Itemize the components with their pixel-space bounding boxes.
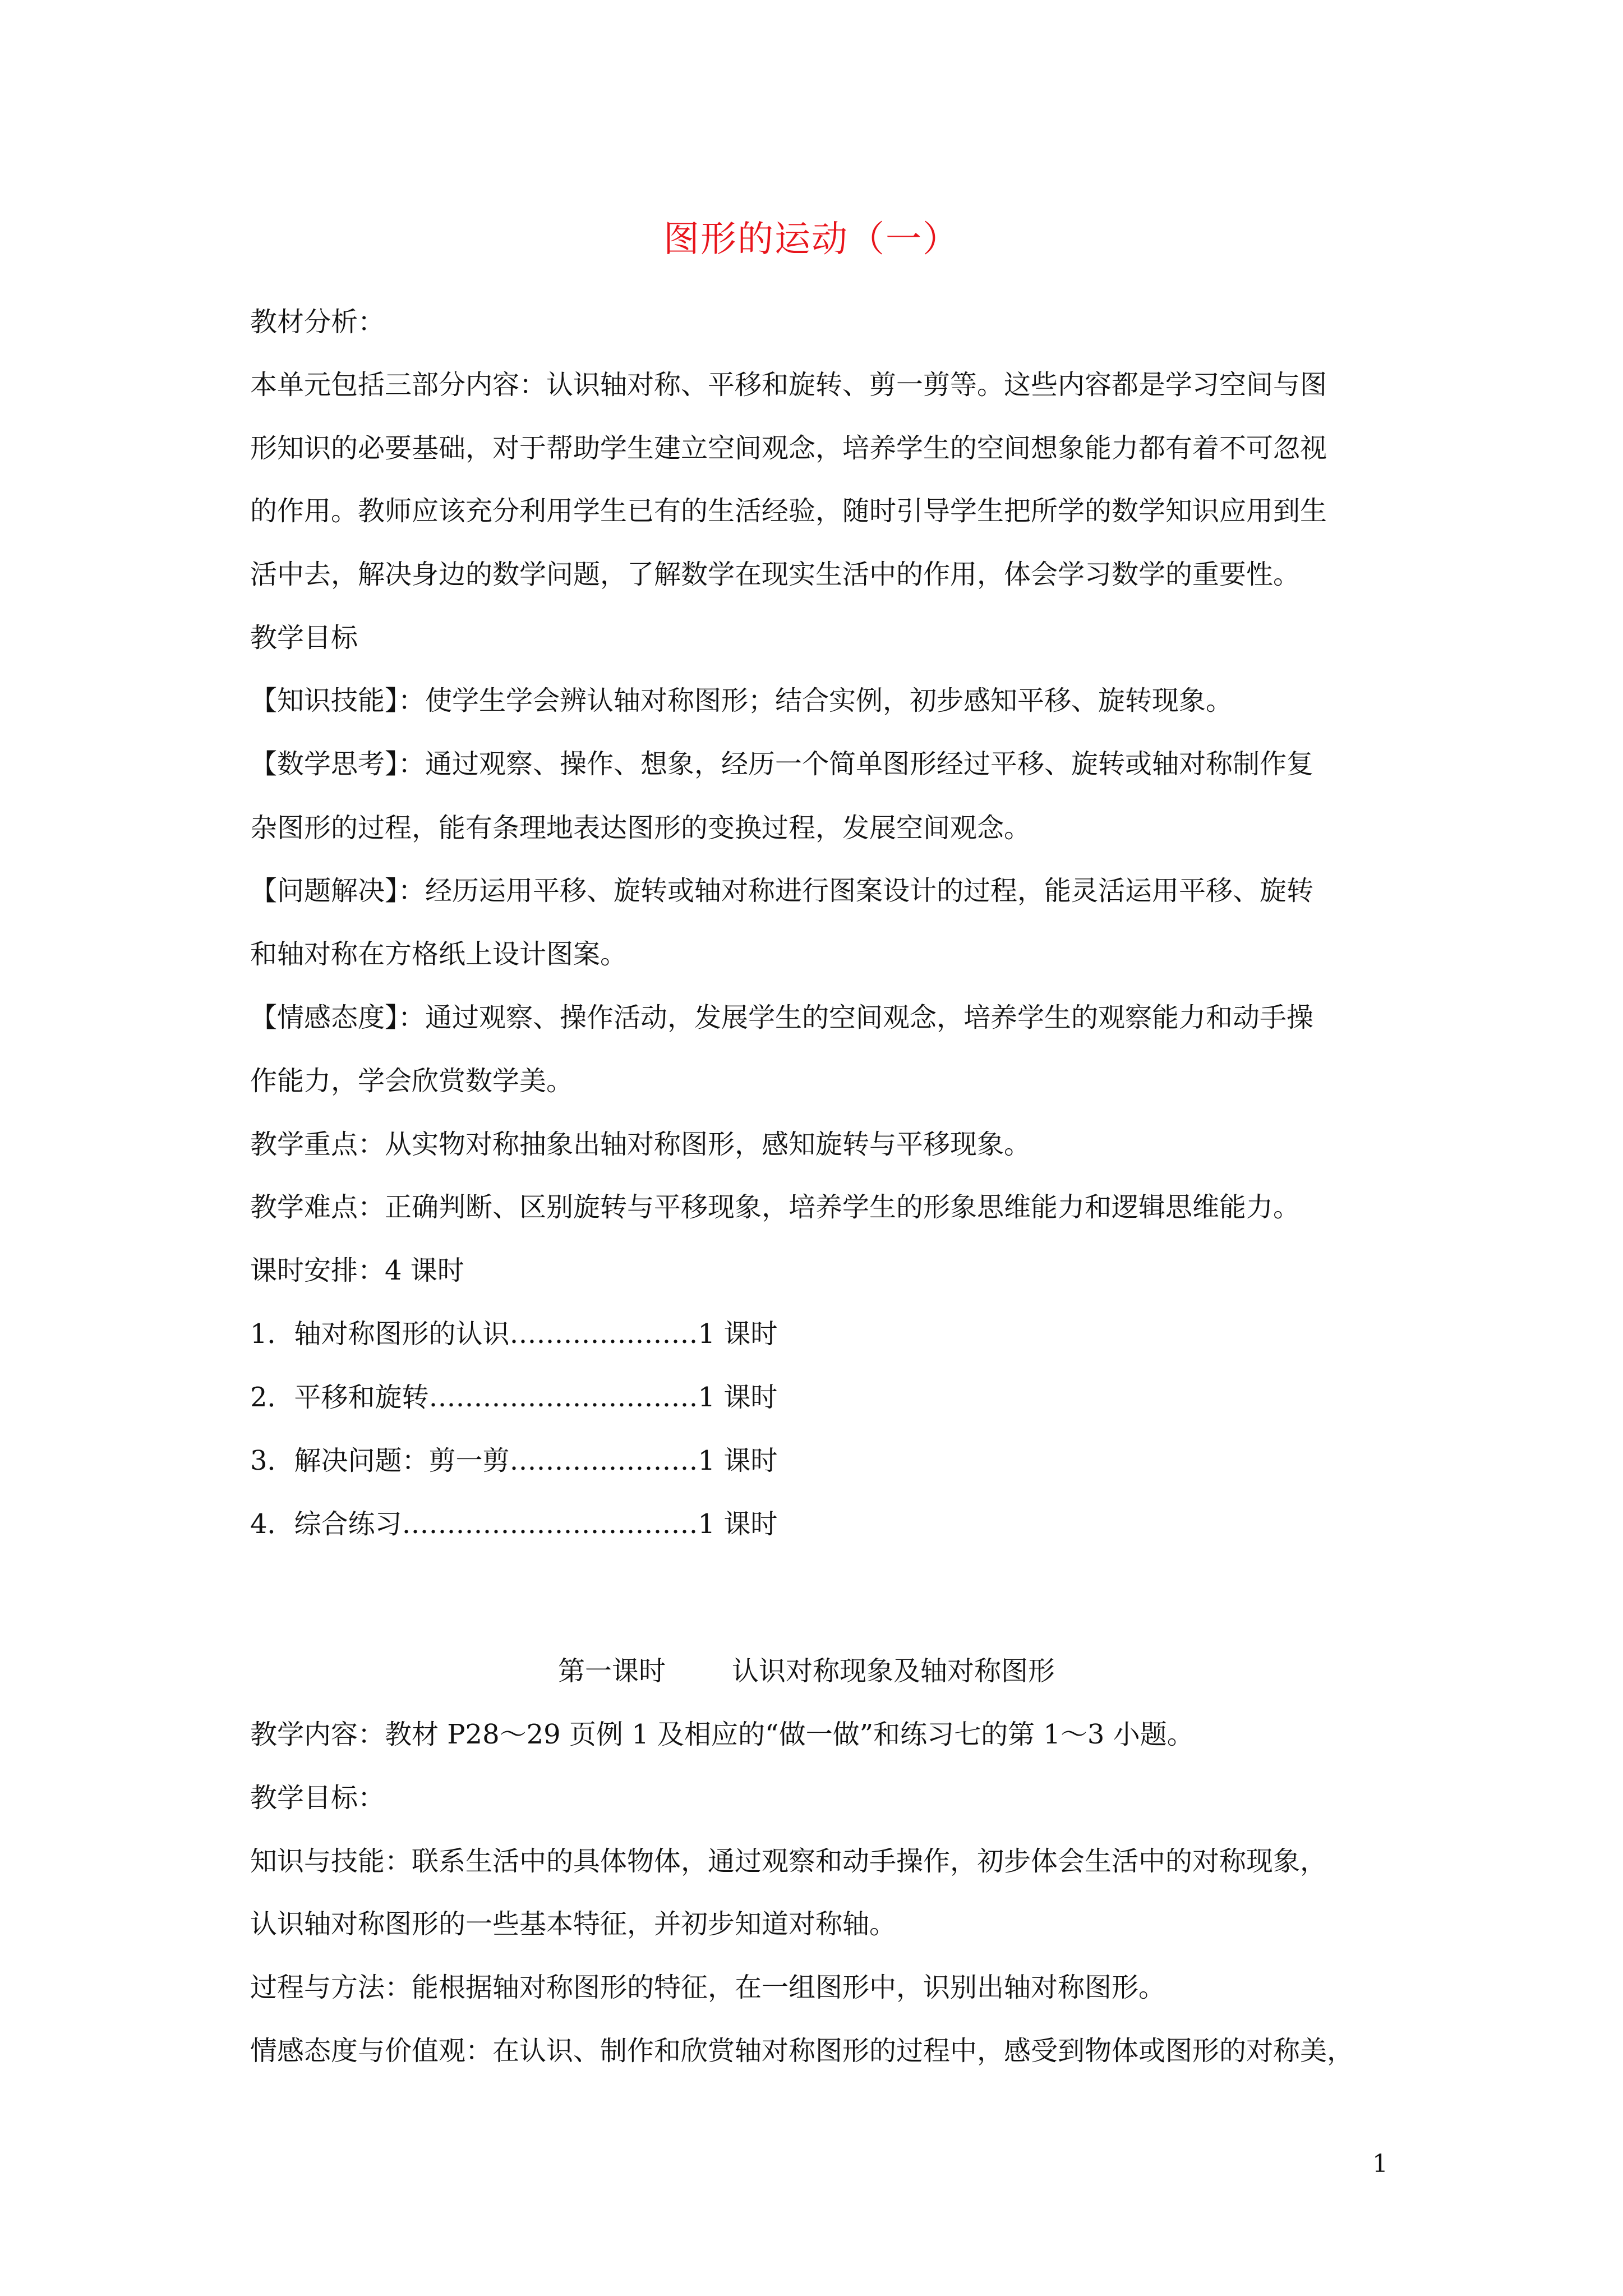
toc-entry [250,1375,777,1414]
toc-entry [250,1439,777,1478]
paragraph-line: 【问题解决】：经历运用平移、旋转或轴对称进行图案设计的过程，能灵活运用平移、旋转 [250,875,1314,907]
paragraph-line: 教学目标 [250,622,358,654]
toc-leader: …………………………… [402,1508,698,1540]
paragraph-line: 杂图形的过程，能有条理地表达图形的变换过程，发展空间观念。 [250,812,1031,844]
paragraph-line: 活中去，解决身边的数学问题，了解数学在现实生活中的作用，体会学习数学的重要性。 [250,559,1301,590]
toc-item: 3．解决问题：剪一剪 [250,1445,510,1476]
toc-hours: 1 课时 [698,1382,778,1413]
paragraph-line: 情感态度与价值观：在认识、制作和欣赏轴对称图形的过程中，感受到物体或图形的对称美， [250,2035,1354,2067]
toc-entry [250,1312,777,1351]
toc-hours: 1 课时 [698,1445,778,1476]
paragraph-line: 教学目标： [250,1782,385,1814]
paragraph-line: 【知识技能】：使学生学会辨认轴对称图形；结合实例，初步感知平移、旋转现象。 [250,685,1233,716]
paragraph-line: 教学难点：正确判断、区别旋转与平移现象，培养学生的形象思维能力和逻辑思维能力。 [250,1191,1301,1223]
page-number: 1 [1372,2150,1388,2178]
paragraph-line: 教学重点：从实物对称抽象出轴对称图形，感知旋转与平移现象。 [250,1129,1031,1160]
paragraph-line: 教学内容：教材 P28～29 页例 1 及相应的“做一做”和练习七的第 1～3 小题。 [250,1719,1194,1750]
paragraph-line: 【情感态度】：通过观察、操作活动，发展学生的空间观念，培养学生的观察能力和动手操 [250,1002,1314,1033]
paragraph-line: 形知识的必要基础，对于帮助学生建立空间观念，培养学生的空间想象能力都有着不可忽视 [250,432,1327,464]
toc-leader: ………………… [509,1445,698,1476]
toc-entry [250,1502,777,1541]
section-heading: 认识对称现象及轴对称图形 [732,1655,1055,1687]
paragraph-line: 【数学思考】：通过观察、操作、想象，经历一个简单图形经过平移、旋转或轴对称制作复 [250,748,1314,780]
paragraph-line: 知识与技能：联系生活中的具体物体，通过观察和动手操作，初步体会生活中的对称现象， [250,1846,1327,1877]
paragraph-line: 认识轴对称图形的一些基本特征，并初步知道对称轴。 [250,1908,897,1940]
paragraph-line: 作能力，学会欣赏数学美。 [250,1065,574,1097]
paragraph-line: 和轴对称在方格纸上设计图案。 [250,938,628,970]
toc-item: 1．轴对称图形的认识 [250,1318,510,1350]
toc-hours: 1 课时 [698,1508,778,1540]
paragraph-line: 本单元包括三部分内容：认识轴对称、平移和旋转、剪一剪等。这些内容都是学习空间与图 [250,369,1327,401]
paragraph-line: 教材分析： [250,306,385,338]
section-label: 第一课时 [558,1655,666,1687]
paragraph-line: 过程与方法：能根据轴对称图形的特征，在一组图形中，识别出轴对称图形。 [250,1972,1166,2003]
toc-item: 4．综合练习 [250,1508,402,1540]
toc-hours: 1 课时 [698,1318,778,1350]
toc-leader: ………………… [509,1318,698,1350]
toc-item: 2．平移和旋转 [250,1382,429,1413]
paragraph-line: 的作用。教师应该充分利用学生已有的生活经验，随时引导学生把所学的数学知识应用到生 [250,495,1327,527]
toc-leader: ………………………… [428,1382,698,1413]
paragraph-line: 课时安排：4 课时 [250,1255,464,1286]
page-title: 图形的运动（一） [663,219,960,260]
